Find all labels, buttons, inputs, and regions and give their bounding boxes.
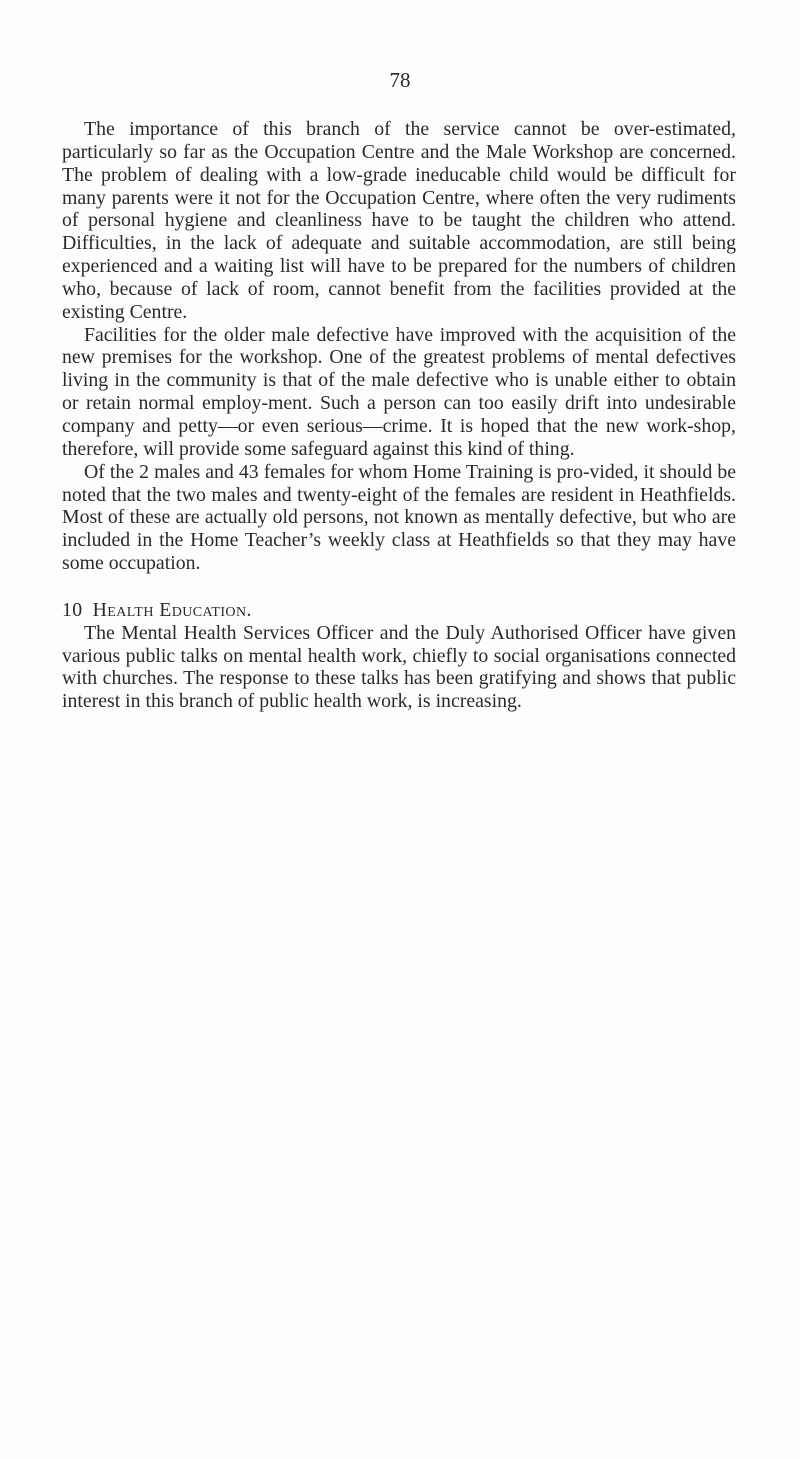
section-number: 10 [62, 598, 83, 621]
paragraph-health-education: The Mental Health Services Officer and the Duly Authorised Officer have given various public talks on mental health work, chiefly to social organisations connected with churches. The response to these talks has been gratifying and shows that public interest in this branch of public health work, is increasing. [62, 621, 736, 713]
paragraph-occupation-centre: The importance of this branch of the service cannot be over-estimated, particularly so far as the Occupation Centre and the Male Workshop are concerned. The problem of dealing with a low-grade ineducable child would be difficult for many parents were it not for the Occupation Centre, where often the very rudiments of personal hygiene and cleanliness have to be taught the children who attend. Difficulties, in the lack of adequate and suitable accommodation, are still being experienced and a waiting list will have to be prepared for the numbers of children who, because of lack of room, cannot benefit from the facilities provided at the existing Centre. [62, 118, 736, 323]
page-number: 78 [389, 68, 411, 92]
body-text [62, 118, 736, 713]
section-title: Health Education. [92, 598, 252, 621]
paragraph-home-training: Of the 2 males and 43 females for whom Home Training is pro-vided, it should be noted that the two males and twenty-eight of the females are resident in Heathfields. Most of these are actually old persons, not known as mentally defective, but who are included in the Home Teacher’s weekly class at Heathfields so that they may have some occupation. [62, 460, 736, 575]
section-heading-health-education [62, 599, 736, 622]
paragraph-male-workshop: Facilities for the older male defective have improved with the acquisition of the new premises for the workshop. One of the greatest problems of mental defectives living in the community is that of the male defective who is unable either to obtain or retain normal employ-ment. Such a person can too easily drift into undesirable company and petty—or even serious—crime. It is hoped that the new work-shop, therefore, will provide some safeguard against this kind of thing. [62, 323, 736, 460]
